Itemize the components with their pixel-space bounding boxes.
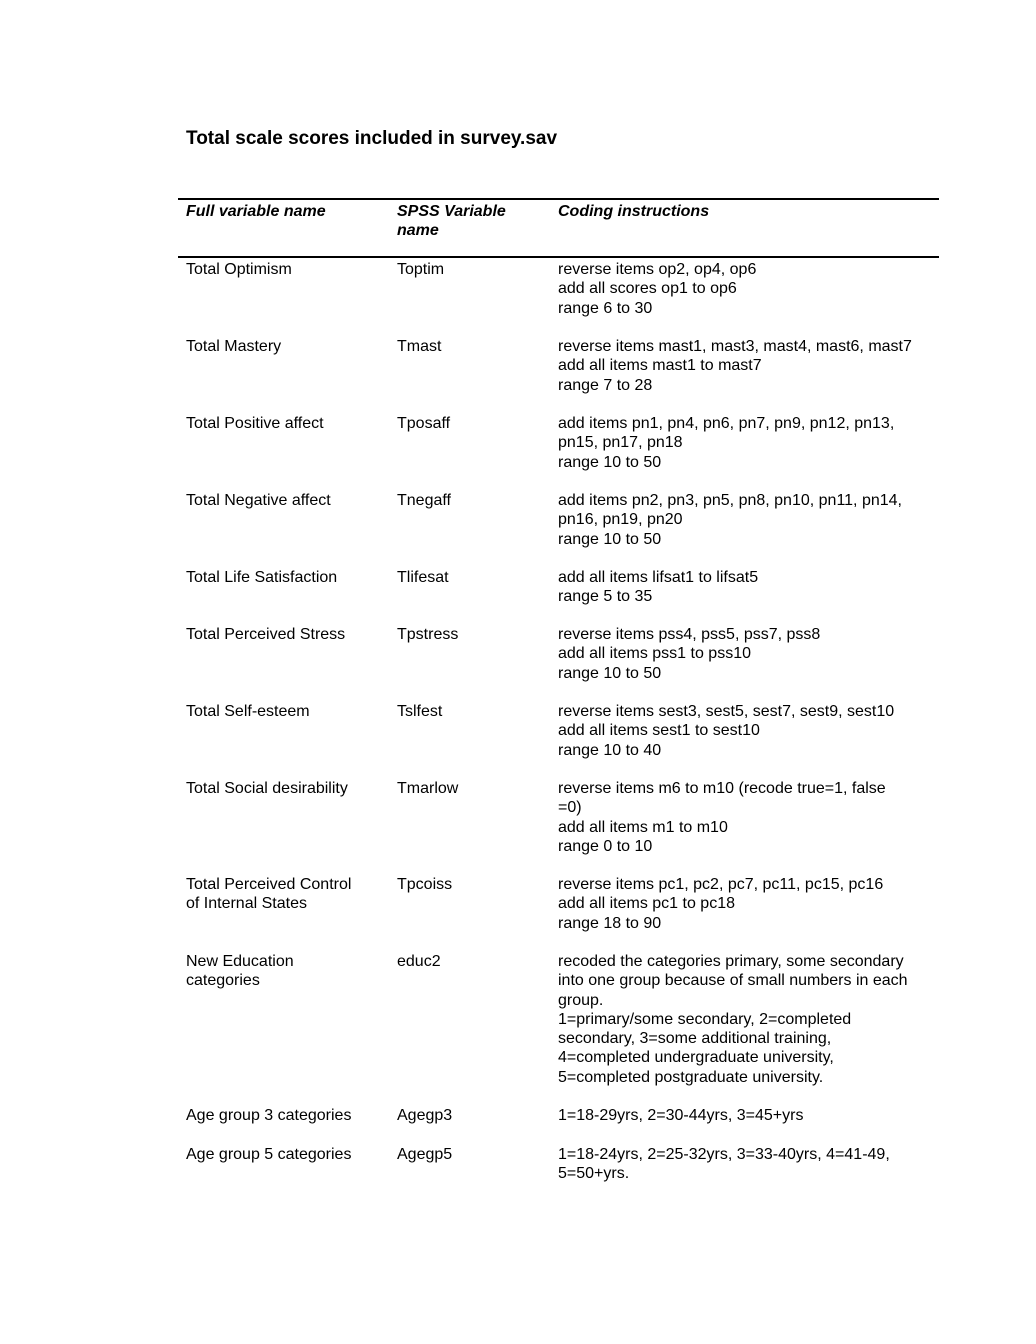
- coding-instructions: add items pn2, pn3, pn5, pn8, pn10, pn11, pn14, pn16, pn19, pn20 range 10 to 50: [558, 492, 902, 548]
- spss-variable-name: Tpstress: [397, 626, 459, 643]
- spss-variable-name: Tpcoiss: [397, 876, 453, 893]
- full-variable-name: Total Negative affect: [186, 492, 331, 509]
- coding-instructions: reverse items pss4, pss5, pss7, pss8 add all items pss1 to pss10 range 10 to 50: [558, 626, 821, 682]
- coding-instructions: add all items lifsat1 to lifsat5 range 5 to 35: [558, 569, 759, 606]
- coding-instructions: 1=18-29yrs, 2=30-44yrs, 3=45+yrs: [558, 1107, 804, 1124]
- full-variable-name: Total Mastery: [186, 338, 282, 355]
- full-variable-name: Total Perceived Control of Internal States: [186, 876, 352, 913]
- coding-instructions: reverse items m6 to m10 (recode true=1, false =0) add all items m1 to m10 range 0 to 10: [558, 780, 886, 855]
- document-title: Total scale scores included in survey.sav: [186, 128, 558, 149]
- full-variable-name: Total Optimism: [186, 261, 292, 278]
- spss-variable-name: Tmast: [397, 338, 442, 355]
- table-header-rule: [178, 256, 939, 258]
- full-variable-name: Age group 5 categories: [186, 1146, 352, 1163]
- coding-instructions: add items pn1, pn4, pn6, pn7, pn9, pn12, pn13, pn15, pn17, pn18 range 10 to 50: [558, 415, 895, 471]
- coding-instructions: reverse items sest3, sest5, sest7, sest9, sest10 add all items sest1 to sest10 range 10 to 40: [558, 703, 895, 759]
- header-spss-variable-name: SPSS Variable name: [397, 203, 506, 239]
- coding-instructions: 1=18-24yrs, 2=25-32yrs, 3=33-40yrs, 4=41-49, 5=50+yrs.: [558, 1146, 890, 1183]
- full-variable-name: Total Life Satisfaction: [186, 569, 338, 586]
- spss-variable-name: educ2: [397, 953, 441, 970]
- spss-variable-name: Tmarlow: [397, 780, 459, 797]
- full-variable-name: Age group 3 categories: [186, 1107, 352, 1124]
- coding-instructions: reverse items pc1, pc2, pc7, pc11, pc15, pc16 add all items pc1 to pc18 range 18 to 90: [558, 876, 884, 932]
- full-variable-name: Total Perceived Stress: [186, 626, 346, 643]
- coding-instructions: reverse items op2, op4, op6 add all scores op1 to op6 range 6 to 30: [558, 261, 757, 317]
- header-full-variable-name: Full variable name: [186, 203, 326, 220]
- spss-variable-name: Tnegaff: [397, 492, 451, 509]
- full-variable-name: Total Social desirability: [186, 780, 348, 797]
- full-variable-name: Total Positive affect: [186, 415, 324, 432]
- spss-variable-name: Agegp3: [397, 1107, 453, 1124]
- spss-variable-name: Tposaff: [397, 415, 451, 432]
- spss-variable-name: Toptim: [397, 261, 445, 278]
- header-coding-instructions: Coding instructions: [558, 203, 710, 220]
- table-top-rule: [178, 198, 939, 200]
- coding-instructions: reverse items mast1, mast3, mast4, mast6, mast7 add all items mast1 to mast7 range 7 to 28: [558, 338, 912, 394]
- spss-variable-name: Agegp5: [397, 1146, 453, 1163]
- spss-variable-name: Tslfest: [397, 703, 443, 720]
- full-variable-name: Total Self-esteem: [186, 703, 310, 720]
- coding-instructions: recoded the categories primary, some secondary into one group because of small numbers in each group. 1=primary/some secondary, 2=completed secondary, 3=some additional training, 4=completed undergraduate university, 5=completed postgraduate university.: [558, 953, 908, 1086]
- full-variable-name: New Education categories: [186, 953, 294, 990]
- spss-variable-name: Tlifesat: [397, 569, 449, 586]
